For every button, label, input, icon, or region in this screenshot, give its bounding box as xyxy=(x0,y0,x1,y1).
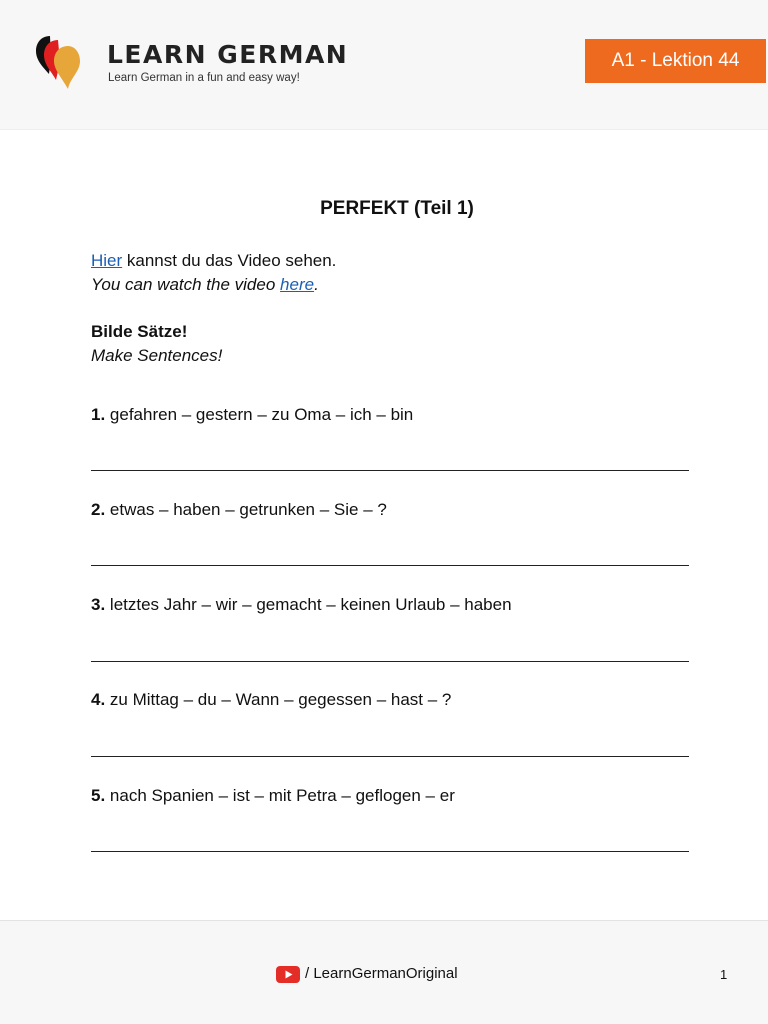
exercise-text: etwas – haben – getrunken – Sie – ? xyxy=(105,500,387,519)
exercise-number: 4. xyxy=(91,690,106,709)
exercise-number: 3. xyxy=(91,595,106,614)
youtube-channel-name[interactable]: / LearnGermanOriginal xyxy=(305,965,458,982)
lesson-badge: A1 - Lektion 44 xyxy=(585,39,766,83)
page-footer xyxy=(0,920,768,1024)
answer-line[interactable] xyxy=(91,851,689,852)
learn-german-logo-icon xyxy=(36,34,84,90)
youtube-icon[interactable] xyxy=(276,966,300,983)
document-title: PERFEKT (Teil 1) xyxy=(320,198,474,219)
video-line-english-prefix: You can watch the video xyxy=(91,275,281,294)
brand-tagline: Learn German in a fun and easy way! xyxy=(108,72,300,84)
video-line-english xyxy=(91,275,319,295)
answer-line[interactable] xyxy=(91,661,689,662)
exercise-text: gefahren – gestern – zu Oma – ich – bin xyxy=(105,405,414,424)
video-line-german-text: kannst du das Video sehen. xyxy=(122,251,337,270)
exercise-item xyxy=(91,500,387,520)
answer-line[interactable] xyxy=(91,756,689,757)
page-number: 1 xyxy=(720,967,728,982)
exercise-number: 5. xyxy=(91,786,106,805)
exercise-item xyxy=(91,786,455,806)
task-heading-german: Bilde Sätze! xyxy=(91,322,188,341)
exercise-number: 1. xyxy=(91,405,106,424)
exercise-text: nach Spanien – ist – mit Petra – geflogen – er xyxy=(105,786,455,805)
video-link-hier[interactable]: Hier xyxy=(91,251,123,270)
exercise-item xyxy=(91,595,512,615)
video-line-german xyxy=(91,251,336,271)
exercise-number: 2. xyxy=(91,500,106,519)
task-heading-english: Make Sentences! xyxy=(91,346,223,365)
video-line-english-suffix: . xyxy=(314,275,319,294)
exercise-text: letztes Jahr – wir – gemacht – keinen Urlaub – haben xyxy=(105,595,512,614)
exercise-item xyxy=(91,690,451,710)
answer-line[interactable] xyxy=(91,565,689,566)
answer-line[interactable] xyxy=(91,470,689,471)
exercise-item xyxy=(91,405,413,425)
video-link-here[interactable]: here xyxy=(280,275,315,294)
exercise-text: zu Mittag – du – Wann – gegessen – hast – ? xyxy=(105,690,452,709)
page-header xyxy=(0,0,768,130)
brand-title: LEARN GERMAN xyxy=(107,40,349,69)
